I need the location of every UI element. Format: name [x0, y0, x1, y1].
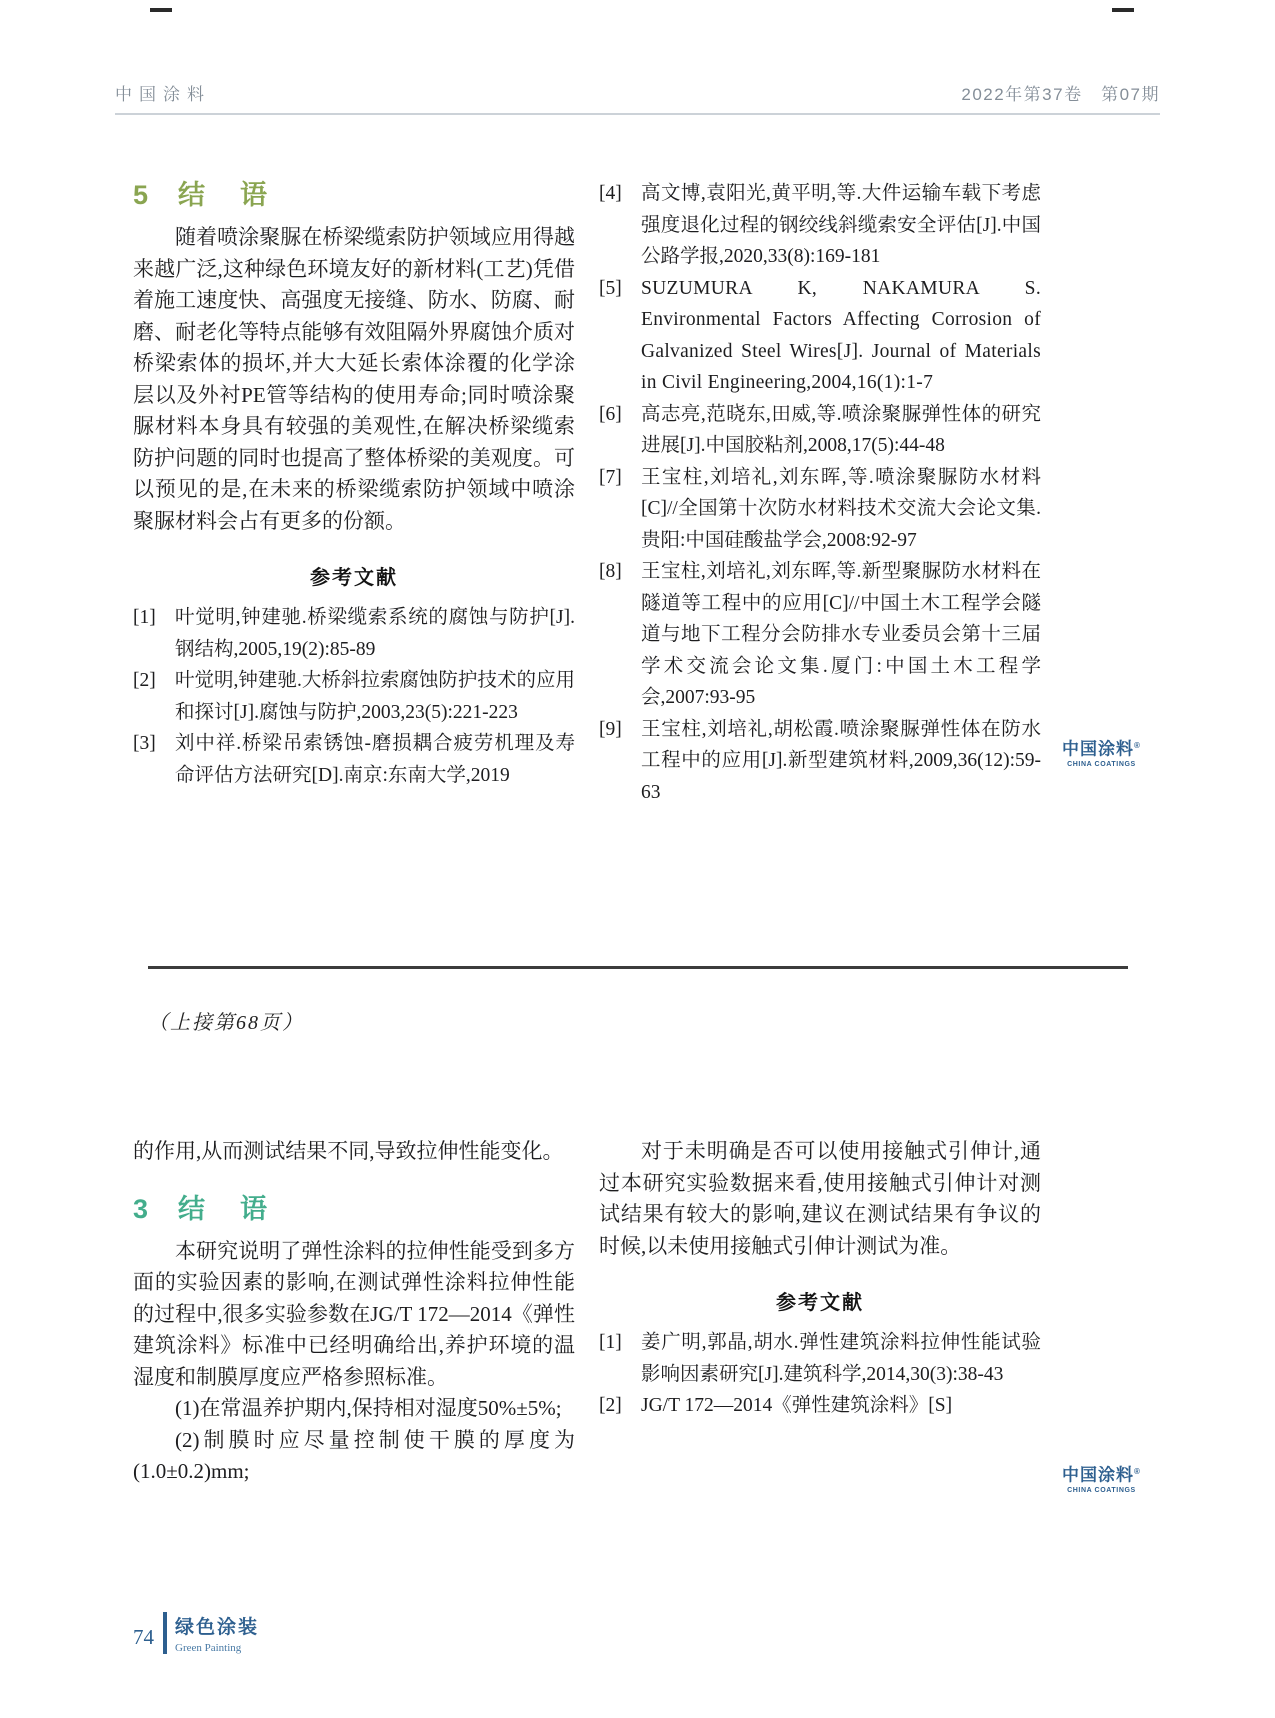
bottom-article	[133, 1136, 1041, 1488]
conclusion-item-2: (2)制膜时应尽量控制使干膜的厚度为(1.0±0.2)mm;	[133, 1427, 575, 1483]
footer-section-en: Green Painting	[175, 1642, 242, 1654]
top-left-column	[133, 178, 575, 808]
section-number: 5	[133, 180, 149, 210]
conclusion-paragraph: 随着喷涂聚脲在桥梁缆索防护领域应用得越来越广泛,这种绿色环境友好的新材料(工艺)凭借着施工速度快、高强度无接缝、防水、防腐、耐磨、耐老化等特点能够有效阻隔外界腐蚀介质对桥梁索体的损坏,并大大延长索体涂覆的化学涂层以及外衬PE管等结构的使用寿命;同时喷涂聚脲材料本身具有较强的美观性,在解决桥梁缆索防护问题的同时也提高了整体桥梁的美观度。可以预见的是,在未来的桥梁缆索防护领域中喷涂聚脲材料会占有更多的份额。	[133, 225, 575, 533]
reference-number: [6]	[599, 403, 622, 425]
logo-en-text: CHINA COATINGS	[1067, 760, 1136, 768]
reference-text: 王宝柱,刘培礼,胡松霞.喷涂聚脲弹性体在防水工程中的应用[J].新型建筑材料,2009,36(12):59-63	[641, 718, 1041, 803]
reference-text: 王宝柱,刘培礼,刘东晖,等.喷涂聚脲防水材料[C]//全国第十次防水材料技术交流大会论文集.贵阳:中国硅酸盐学会,2008:92-97	[641, 466, 1041, 551]
footer-section	[175, 1612, 259, 1654]
section-5-heading	[133, 178, 575, 212]
reference-item-4	[599, 178, 1041, 273]
scan-crop-mark-right	[1112, 8, 1134, 12]
reference-text: 叶觉明,钟建驰.大桥斜拉索腐蚀防护技术的应用和探讨[J].腐蚀与防护,2003,23(5):221-223	[175, 670, 575, 723]
reference-number: [1]	[133, 607, 156, 628]
page-number: 74	[133, 1625, 154, 1649]
reference-text: 高文博,袁阳光,黄平明,等.大件运输车载下考虑强度退化过程的钢绞线斜缆索安全评估[J].中国公路学报,2020,33(8):169-181	[641, 183, 1041, 267]
reference-item-1	[133, 602, 575, 665]
journal-name: 中国涂料	[115, 85, 211, 104]
bottom-right-column	[599, 1136, 1041, 1488]
issue-info: 2022年第37卷 第07期	[961, 85, 1160, 104]
section-number: 3	[133, 1193, 149, 1224]
reference-item-3	[133, 728, 575, 791]
registered-mark: ®	[1134, 1467, 1141, 1476]
top-article	[133, 178, 1041, 808]
bottom-left-column	[133, 1136, 575, 1488]
reference-number: [9]	[599, 718, 622, 740]
logo-cn-text: 中国涂料®	[1062, 739, 1141, 759]
reference-text: 姜广明,郭晶,胡水.弹性建筑涂料拉伸性能试验影响因素研究[J].建筑科学,2014,30(3):38-43	[641, 1332, 1041, 1385]
reference-number: [2]	[133, 670, 156, 691]
reference-text: JG/T 172—2014《弹性建筑涂料》[S]	[641, 1395, 953, 1416]
top-right-column	[599, 178, 1041, 808]
conclusion-item-1: (1)在常温养护期内,保持相对湿度50%±5%;	[175, 1396, 562, 1420]
section-title: 结 语	[178, 180, 272, 210]
reference-number: [4]	[599, 183, 622, 204]
reference-number: [3]	[133, 733, 156, 754]
logo-cn-text: 中国涂料®	[1062, 1465, 1141, 1485]
reference-item-9	[599, 714, 1041, 809]
article-divider-rule	[148, 966, 1128, 969]
reference-text: 高志亮,范晓东,田威,等.喷涂聚脲弹性体的研究进展[J].中国胶粘剂,2008,17(5):44-48	[641, 403, 1041, 456]
logo-en-text: CHINA COATINGS	[1067, 1486, 1136, 1494]
china-coatings-logo	[1062, 737, 1141, 768]
reference-text: SUZUMURA K, NAKAMURA S. Environmental Factors Affecting Corrosion of Galvanized Steel Wires[J]. Journal of Materials in Civil Engineering,2004,16(1):1-7	[641, 277, 1041, 393]
reference-number: [7]	[599, 466, 622, 488]
continued-from-note: （上接第68页）	[148, 1012, 304, 1034]
reference-number: [8]	[599, 561, 622, 582]
reference-number: [5]	[599, 277, 622, 299]
reference-item-1	[599, 1327, 1041, 1390]
reference-item-6	[599, 399, 1041, 462]
reference-item-2	[599, 1390, 1041, 1422]
references-heading: 参考文献	[776, 1292, 864, 1314]
continued-text-line: 的作用,从而测试结果不同,导致拉伸性能变化。	[133, 1139, 564, 1163]
discussion-paragraph: 对于未明确是否可以使用接触式引伸计,通过本研究实验数据来看,使用接触式引伸计对测试结果有较大的影响,建议在测试结果有争议的时候,以未使用接触式引伸计测试为准。	[599, 1139, 1041, 1258]
footer-divider-bar	[163, 1612, 167, 1654]
references-heading: 参考文献	[310, 567, 398, 589]
reference-number: [2]	[599, 1395, 622, 1416]
reference-number: [1]	[599, 1332, 622, 1353]
conclusion-paragraph: 本研究说明了弹性涂料的拉伸性能受到多方面的实验因素的影响,在测试弹性涂料拉伸性能的过程中,很多实验参数在JG/T 172—2014《弹性建筑涂料》标准中已经明确给出,养护环境的温湿度和制膜厚度应严格参照标准。	[133, 1238, 575, 1389]
reference-item-8	[599, 556, 1041, 714]
reference-item-5	[599, 273, 1041, 399]
section-title: 结 语	[178, 1193, 272, 1224]
scan-crop-mark-left	[150, 8, 172, 12]
reference-item-2	[133, 665, 575, 728]
reference-item-7	[599, 462, 1041, 557]
registered-mark: ®	[1134, 741, 1141, 750]
reference-text: 王宝柱,刘培礼,刘东晖,等.新型聚脲防水材料在隧道等工程中的应用[C]//中国土木工程学会隧道与地下工程分会防排水专业委员会第十三届学术交流会论文集.厦门:中国土木工程学会,2007:93-95	[641, 561, 1041, 708]
running-header	[115, 80, 1160, 115]
section-3-heading	[133, 1192, 575, 1226]
china-coatings-logo	[1062, 1463, 1141, 1494]
reference-text: 叶觉明,钟建驰.桥梁缆索系统的腐蚀与防护[J].钢结构,2005,19(2):85-89	[175, 607, 575, 660]
reference-text: 刘中祥.桥梁吊索锈蚀-磨损耦合疲劳机理及寿命评估方法研究[D].南京:东南大学,2019	[175, 733, 575, 786]
footer-section-cn: 绿色涂装	[175, 1617, 260, 1638]
page-footer	[133, 1612, 259, 1654]
